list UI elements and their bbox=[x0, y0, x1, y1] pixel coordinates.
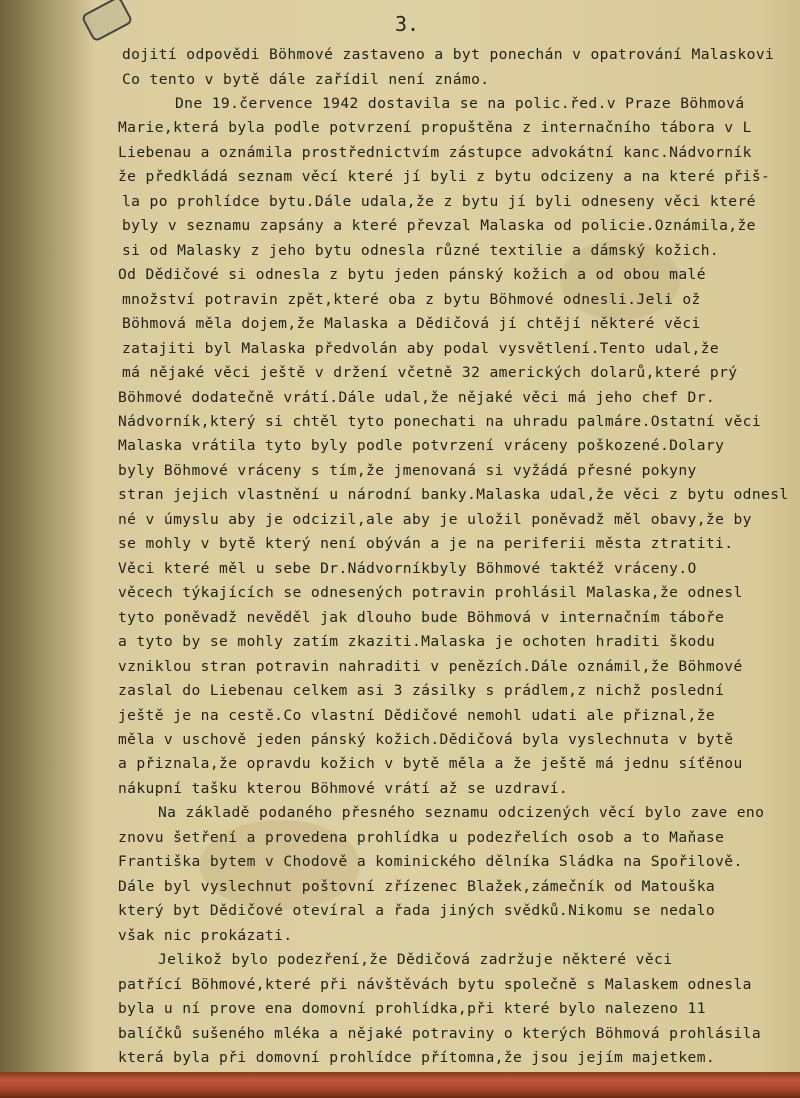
text-line: Od Dědičové si odnesla z bytu jeden pánský kožich a od obou malé bbox=[118, 266, 706, 284]
text-line: Nádvorník,který si chtěl tyto ponechati na uhradu palmáre.Ostatní věci bbox=[118, 413, 762, 430]
text-line: Jelikož bylo podezření,že Dědičová zadržuje některé věci bbox=[158, 951, 673, 969]
text-line: la po prohlídce bytu.Dále udala,že z bytu jí byli odneseny věci které bbox=[122, 192, 756, 210]
text-line: si od Malasky z jeho bytu odnesla různé textilie a dámský kožich. bbox=[122, 241, 720, 259]
text-line: balíčků sušeného mléka a nějaké potraviny o kterých Böhmová prohlásila bbox=[118, 1024, 762, 1042]
text-line: který byt Dědičové otevíral a řada jiných svědků.Nikomu se nedalo bbox=[118, 902, 716, 920]
text-line: má nějaké věci ještě v držení včetně 32 amerických dolarů,které prý bbox=[122, 364, 738, 381]
text-line: Böhmové dodatečně vrátí.Dále udal,že nějaké věci má jeho chef Dr. bbox=[118, 388, 716, 406]
text-line: Malaska vrátila tyto byly podle potvrzení vráceny poškozené.Dolary bbox=[118, 437, 725, 455]
text-line: dojití odpovědi Böhmové zastaveno a byt ponechán v opatrování Malaskovi bbox=[122, 46, 775, 63]
text-line: ještě je na cestě.Co vlastní Dědičové nemohl udati ale přiznal,že bbox=[118, 706, 716, 724]
text-line: která byla při domovní prohlídce přítomna,že jsou jejím majetkem. bbox=[118, 1049, 716, 1066]
text-line: a tyto by se mohly zatím zkaziti.Malaska je ochoten hraditi škodu bbox=[118, 633, 716, 651]
text-line: Věci které měl u sebe Dr.Nádvorníkbyly Böhmové taktéž vráceny.O bbox=[118, 559, 697, 577]
text-line: se mohly v bytě který není obýván a je na periferii města ztratiti. bbox=[118, 535, 734, 553]
text-line: a přiznala,že opravdu kožich v bytě měla a že ještě má jednu síťěnou bbox=[118, 755, 743, 773]
text-line: Dále byl vyslechnut poštovní zřízenec Blažek,zámečník od Matouška bbox=[118, 877, 716, 895]
text-line: Liebenau a oznámila prostřednictvím zástupce advokátní kanc.Nádvorník bbox=[118, 143, 752, 161]
text-line: byly Böhmové vráceny s tím,že jmenovaná si vyžádá přesné pokyny bbox=[118, 461, 697, 479]
text-line: Marie,která byla podle potvrzení propuštěna z internačního tábora v L bbox=[118, 119, 752, 137]
text-line: patřící Böhmové,které při návštěvách bytu společně s Malaskem odnesla bbox=[118, 975, 752, 993]
text-line: vzniklou stran potravin nahraditi v penězích.Dále oznámil,že Böhmové bbox=[118, 657, 743, 675]
text-line: Böhmová měla dojem,že Malaska a Dědičová jí chtějí některé věci bbox=[122, 315, 701, 333]
text-line: stran jejich vlastnění u národní banky.Malaska udal,že věci z bytu odnesl bbox=[118, 486, 789, 504]
text-line: Dne 19.července 1942 dostavila se na polic.řed.v Praze Böhmová bbox=[175, 94, 745, 112]
text-line: nákupní tašku kterou Böhmové vrátí až se uzdraví. bbox=[118, 779, 569, 797]
text-line: měla v uschově jeden pánský kožich.Dědičová byla vyslechnuta v bytě bbox=[118, 731, 734, 748]
text-line: věcech týkajících se odnesených potravin prohlásil Malaska,že odnesl bbox=[118, 584, 743, 602]
page-number: 3. bbox=[395, 12, 420, 36]
text-line: Františka bytem v Chodově a kominického dělníka Sládka na Spořilově. bbox=[118, 853, 743, 871]
text-line: však nic prokázati. bbox=[118, 926, 293, 944]
text-line: zaslal do Liebenau celkem asi 3 zásilky s prádlem,z nichž poslední bbox=[118, 682, 725, 699]
text-line: né v úmyslu aby je odcizil,ale aby je uložil poněvadž měl obavy,že by bbox=[118, 510, 752, 528]
text-line: byly v seznamu zapsány a které převzal Malaska od policie.Oznámila,že bbox=[122, 217, 756, 235]
text-line: zatajiti byl Malaska předvolán aby podal vysvětlení.Tento udal,že bbox=[122, 339, 720, 357]
text-line: Co tento v bytě dále zařídil není známo. bbox=[122, 70, 490, 88]
text-line: znovu šetření a provedena prohlídka u podezřelích osob a to Maňase bbox=[118, 828, 725, 846]
text-line: byla u ní prove ena domovní prohlídka,při které bylo nalezeno 11 bbox=[118, 1000, 706, 1018]
book-cover-edge bbox=[0, 1072, 800, 1098]
text-line: Na základě podaného přesného seznamu odcizených věcí bylo zave eno bbox=[158, 804, 765, 822]
text-line: že předkládá seznam věcí které jí byli z bytu odcizeny a na které přiš- bbox=[118, 168, 771, 186]
text-line: množství potravin zpět,které oba z bytu Böhmové odnesli.Jeli ož bbox=[122, 290, 701, 308]
text-line: tyto poněvadž nevěděl jak dlouho bude Böhmová v internačním táboře bbox=[118, 608, 725, 626]
